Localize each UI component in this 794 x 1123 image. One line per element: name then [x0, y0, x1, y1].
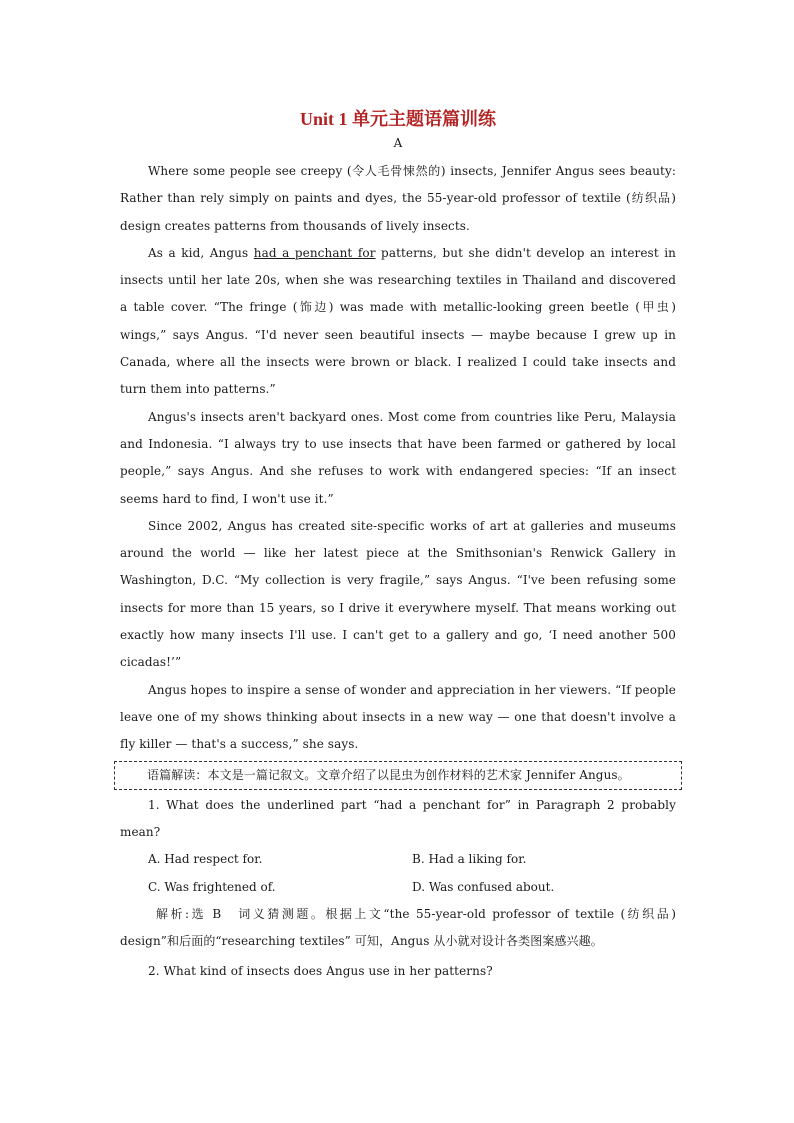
paragraph-4: Since 2002, Angus has created site-specific works of art at galleries and museums around the world — like her latest piece at the Smithsonian's Renwick Gallery in Washington, D.C. “My collection is very fragile,” says Angus. “I've been refusing some insects for more than 15 years, so I drive it everywhere myself. That means working out exactly how many insects I'll use. I can't get to a gallery and go, ‘I need another 500 cicadas!’” [120, 518, 676, 670]
passage [120, 158, 676, 759]
paragraph-3: Angus's insects aren't backyard ones. Most come from countries like Peru, Malaysia and Indonesia. “I always try to use insects that have been farmed or gathered by local people,” says Angus. And she refuses to work with endangered species: “If an insect seems hard to find, I won't use it.” [120, 409, 676, 506]
option-b: B. Had a liking for. [412, 852, 527, 867]
question-1-analysis-block [120, 901, 676, 956]
question-2-stem: 2. What kind of insects does Angus use in her patterns? [148, 963, 493, 978]
option-d: D. Was confused about. [412, 879, 555, 894]
paragraph-1: Where some people see creepy (令人毛骨悚然的) insects, Jennifer Angus sees beauty: Rather than rely simply on paints and dyes, the 55-year-old professor of textile (纺织品) design creates patterns from thousands of lively insects. [120, 164, 676, 233]
paragraph-2-start: As a kid, Angus [148, 245, 254, 260]
question-2 [120, 958, 676, 985]
reading-note: 语篇解读：本文是一篇记叙文。文章介绍了以昆虫为创作材料的艺术家 Jennifer Angus。 [147, 767, 630, 782]
underlined-phrase: had a penchant for [253, 245, 376, 260]
reading-note-box [114, 761, 682, 790]
paragraph-2 [120, 240, 676, 404]
question-1-analysis: 解析:选 B 词义猜测题。根据上文“the 55-year-old professor of textile (纺织品) design”和后面的“researching textiles” 可知，Angus 从小就对设计各类图案感兴趣。 [120, 907, 676, 949]
section-label: A [393, 136, 403, 150]
paragraph-5: Angus hopes to inspire a sense of wonder and appreciation in her viewers. “If people leave one of my shows thinking about insects in a new way — one that doesn't involve a fly killer — that's a success,” she says. [120, 682, 676, 752]
question-1-options [120, 846, 676, 901]
option-a: A. Had respect for. [148, 852, 263, 867]
page-title: Unit 1 单元主题语篇训练 [299, 109, 496, 129]
document-page [120, 100, 676, 985]
paragraph-2-rest: patterns, but she didn't develop an interest in insects until her late 20s, when she was researching textiles in Thailand and discovered a table cover. “The fringe (饰边) was made with metallic-looking green beetle (甲虫) wings,” says Angus. “I'd never seen beautiful insects — maybe because I grew up in Canada, where all the insects were brown or black. I realized I could take insects and turn them into patterns.” [120, 245, 677, 397]
question-1 [120, 792, 676, 956]
option-c: C. Was frightened of. [148, 879, 276, 894]
question-1-stem: 1. What does the underlined part “had a penchant for” in Paragraph 2 probably mean? [120, 797, 676, 840]
